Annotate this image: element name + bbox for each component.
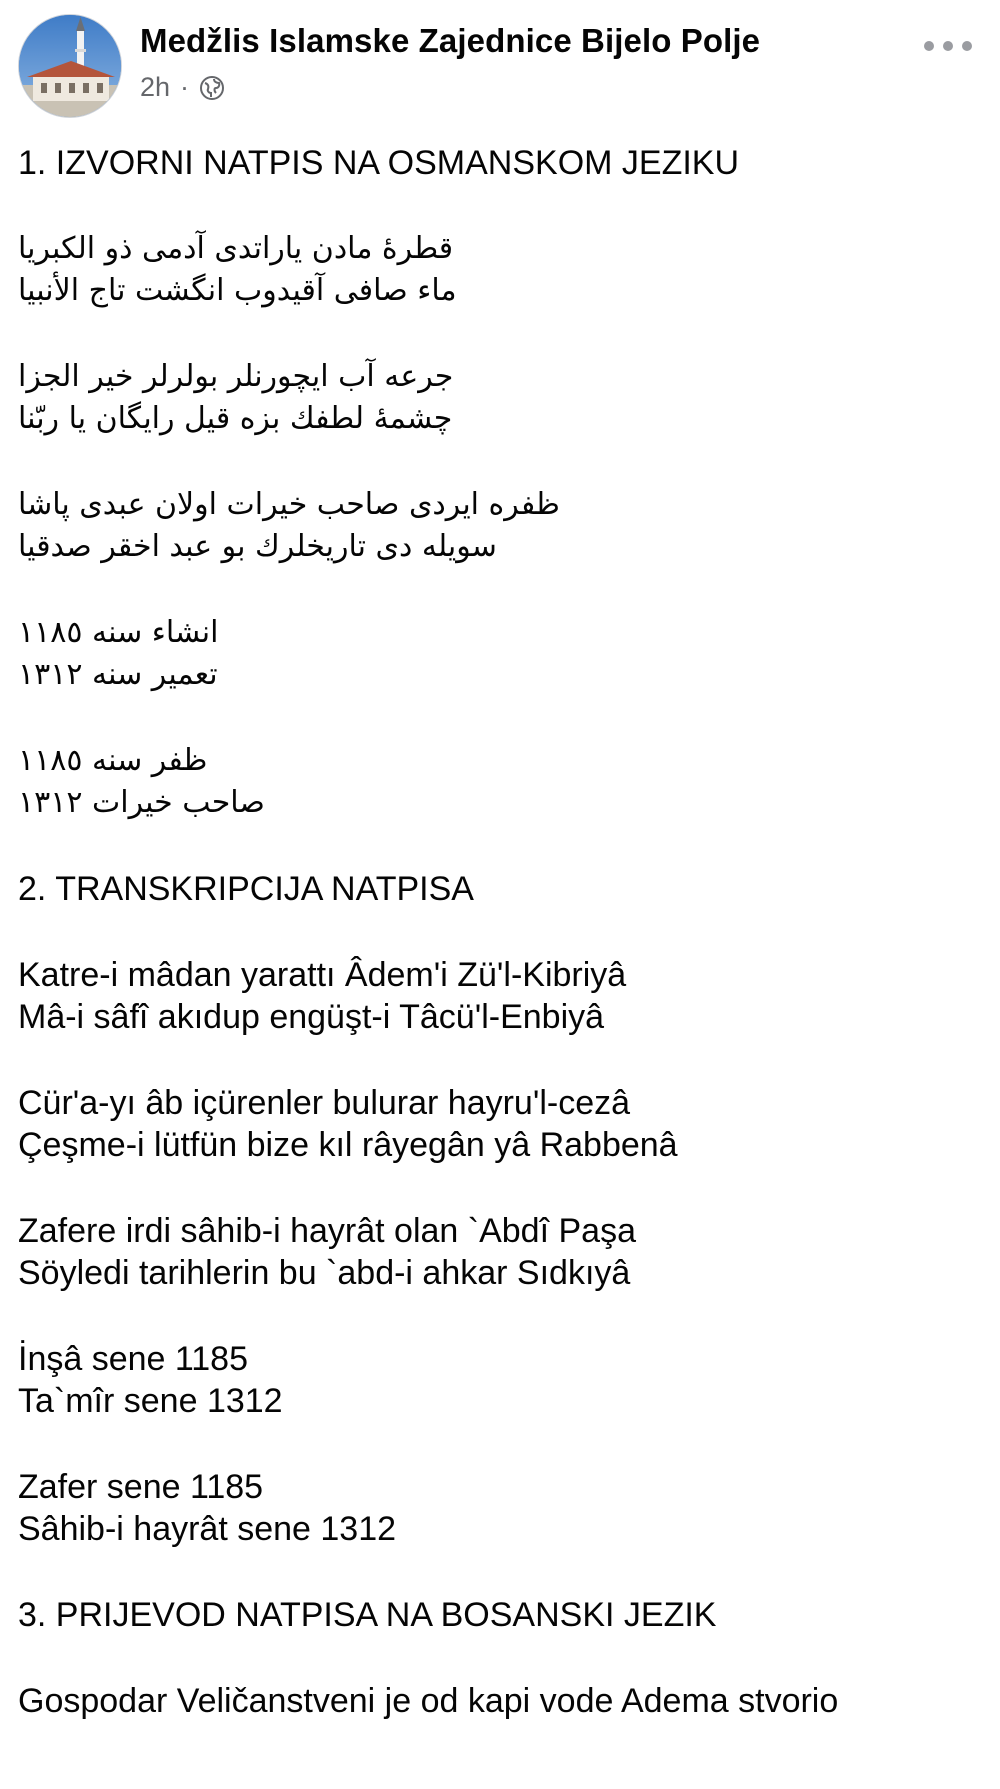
transcription-line: Zafer sene 1185: [18, 1468, 264, 1506]
post-text: [18, 142, 978, 1722]
ottoman-line: ماء صافى آقيدوب انگشت تاج الأنبيا: [18, 273, 457, 308]
ottoman-line: جرعه آب ايچورنلر بولرلر خير الجزا: [18, 359, 454, 394]
transcription-line: Çeşme-i lütfün bize kıl râyegân yâ Rabbenâ: [18, 1126, 678, 1164]
more-options-icon[interactable]: [924, 34, 972, 58]
more-dot: [962, 41, 972, 51]
transcription-line: Ta`mîr sene 1312: [18, 1382, 283, 1420]
more-dot: [943, 41, 953, 51]
ottoman-line: چشمۀ لطفك بزه قيل رايگان يا ربّنا: [18, 401, 453, 436]
ottoman-line: انشاء سنه ١١٨٥: [18, 615, 219, 650]
post-header: [18, 14, 982, 122]
ottoman-line: صاحب خيرات ١٣١٢: [18, 785, 265, 820]
more-dot: [924, 41, 934, 51]
translation-line: Gospodar Veličanstveni je od kapi vode Adema stvorio: [18, 1682, 839, 1720]
meta-separator: ·: [180, 72, 190, 102]
heading-translation: 3. PRIJEVOD NATPISA NA BOSANSKI JEZIK: [18, 1596, 717, 1634]
post-meta: [140, 72, 225, 103]
ottoman-line: ظفره ايردى صاحب خيرات اولان عبدى پاشا: [18, 487, 560, 522]
ottoman-line: تعمير سنه ١٣١٢: [18, 657, 218, 692]
ottoman-line: قطرۀ مادن ياراتدى آدمى ذو الكبريا: [18, 231, 454, 266]
ottoman-line: ظفر سنه ١١٨٥: [18, 743, 208, 778]
transcription-line: Cür'a-yı âb içürenler bulurar hayru'l-cezâ: [18, 1084, 631, 1122]
post-time[interactable]: 2h: [140, 72, 171, 102]
transcription-line: İnşâ sene 1185: [18, 1340, 248, 1378]
page-avatar[interactable]: [18, 14, 122, 118]
transcription-line: Mâ-i sâfî akıdup engüşt-i Tâcü'l-Enbiyâ: [18, 998, 605, 1036]
heading-original: 1. IZVORNI NATPIS NA OSMANSKOM JEZIKU: [18, 144, 740, 182]
globe-icon: [199, 75, 225, 101]
ottoman-line: سويله دى تاريخلرك بو عبد اخقر صدقيا: [18, 529, 497, 564]
heading-transcription: 2. TRANSKRIPCIJA NATPISA: [18, 870, 474, 908]
transcription-line: Sâhib-i hayrât sene 1312: [18, 1510, 397, 1548]
page-name[interactable]: Medžlis Islamske Zajednice Bijelo Polje: [140, 22, 761, 59]
transcription-line: Zafere irdi sâhib-i hayrât olan `Abdî Paşa: [18, 1212, 636, 1250]
transcription-line: Söyledi tarihlerin bu `abd-i ahkar Sıdkıyâ: [18, 1254, 631, 1292]
transcription-line: Katre-i mâdan yarattı Âdem'i Zü'l-Kibriyâ: [18, 956, 627, 994]
mosque-photo-icon: [19, 15, 122, 118]
